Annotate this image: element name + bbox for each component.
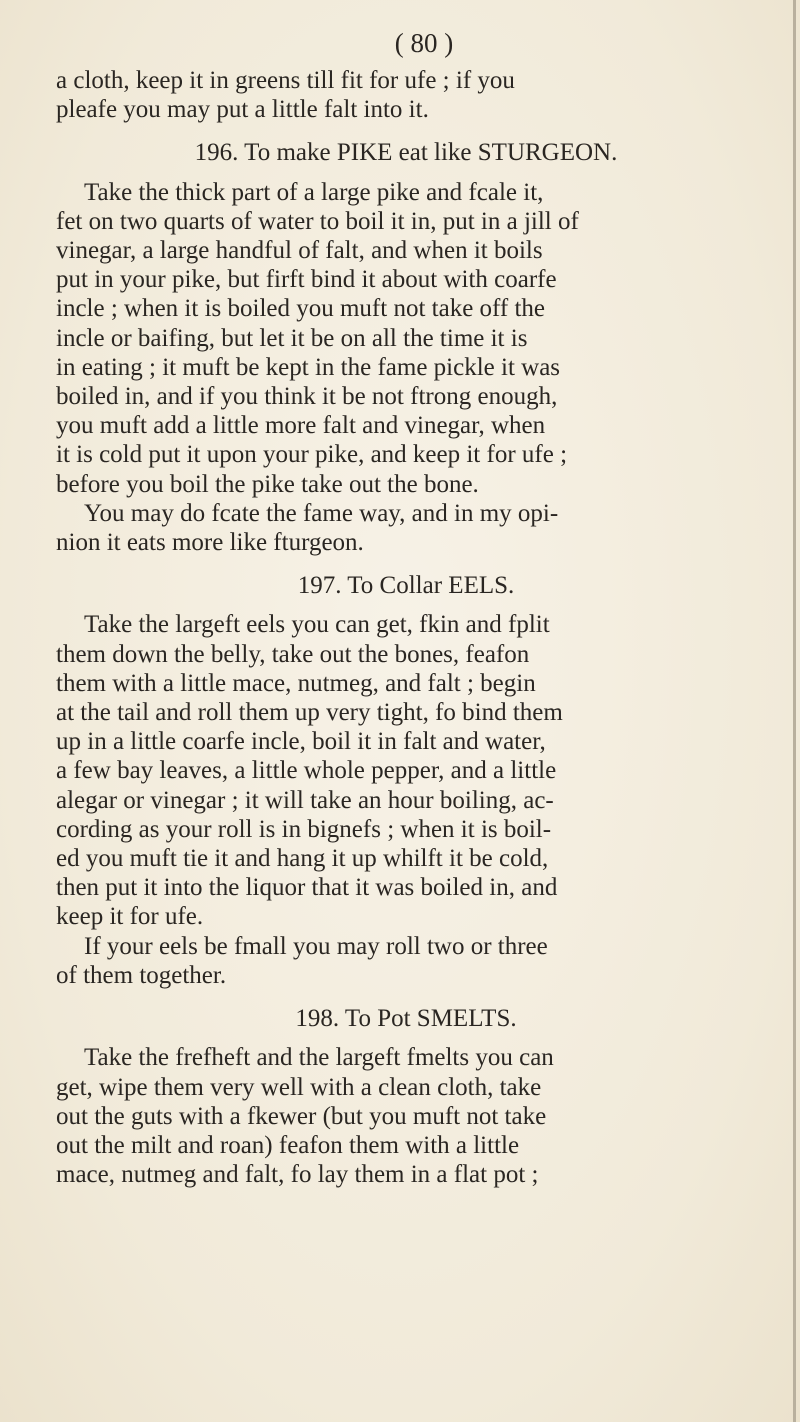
text-line: a cloth, keep it in greens till fit for ufe ; if you [56, 67, 515, 94]
text-line: you muft add a little more falt and vinegar, when [56, 412, 546, 440]
page-number: ( 80 ) [394, 28, 454, 58]
text-line: mace, nutmeg and falt, fo lay them in a flat pot ; [56, 1161, 539, 1189]
text-line: alegar or vinegar ; it will take an hour boiling, ac- [56, 786, 554, 814]
text-line: at the tail and roll them up very tight, fo bind them [56, 699, 563, 727]
text-line: incle or baifing, but let it be on all the time it is [56, 324, 528, 352]
text-line: Take the largeft eels you can get, fkin and fplit [84, 611, 550, 639]
text-line: nion it eats more like fturgeon. [56, 529, 364, 557]
text-line: pleafe you may put a little falt into it. [56, 96, 429, 124]
text-line: You may do fcate the fame way, and in my opi- [84, 499, 559, 527]
text-line: them down the belly, take out the bones, feafon [56, 640, 530, 668]
text-line: it is cold put it upon your pike, and keep it for ufe ; [56, 441, 568, 469]
text-line: them with a little mace, nutmeg, and falt ; begin [56, 669, 536, 697]
recipe-heading: 196. To make PIKE eat like STURGEON. [194, 139, 618, 167]
page-edge [793, 0, 796, 1422]
text-line: boiled in, and if you think it be not ftrong enough, [56, 383, 558, 411]
text-line: incle ; when it is boiled you muft not take off the [56, 295, 546, 323]
text-line: keep it for ufe. [56, 903, 204, 931]
recipe-heading: 197. To Collar EELS. [297, 572, 515, 600]
text-line: then put it into the liquor that it was boiled in, and [56, 874, 558, 902]
recipe-heading: 198. To Pot SMELTS. [295, 1005, 517, 1033]
text-line: Take the frefheft and the largeft fmelts you can [84, 1044, 554, 1072]
text-line: vinegar, a large handful of falt, and when it boils [56, 237, 543, 265]
text-line: Take the thick part of a large pike and fcale it, [84, 178, 544, 206]
text-line: put in your pike, but firft bind it about with coarfe [56, 266, 557, 294]
text-line: of them together. [56, 961, 227, 989]
text-line: ed you muft tie it and hang it up whilft it be cold, [56, 845, 549, 873]
text-line: before you boil the pike take out the bone. [56, 470, 479, 498]
text-line: out the milt and roan) feafon them with a little [56, 1131, 520, 1159]
text-line: up in a little coarfe incle, boil it in falt and water, [56, 728, 546, 756]
text-line: If your eels be fmall you may roll two or three [84, 932, 548, 960]
text-line: out the guts with a fkewer (but you muft not take [56, 1102, 547, 1130]
text-line: cording as your roll is in bignefs ; when it is boil- [56, 815, 552, 843]
page-content [56, 26, 756, 1189]
text-line: get, wipe them very well with a clean cloth, take [56, 1073, 542, 1101]
text-line: a few bay leaves, a little whole pepper, and a little [56, 757, 557, 785]
text-line: in eating ; it muft be kept in the fame pickle it was [56, 353, 561, 381]
text-line: fet on two quarts of water to boil it in, put in a jill of [56, 207, 579, 235]
